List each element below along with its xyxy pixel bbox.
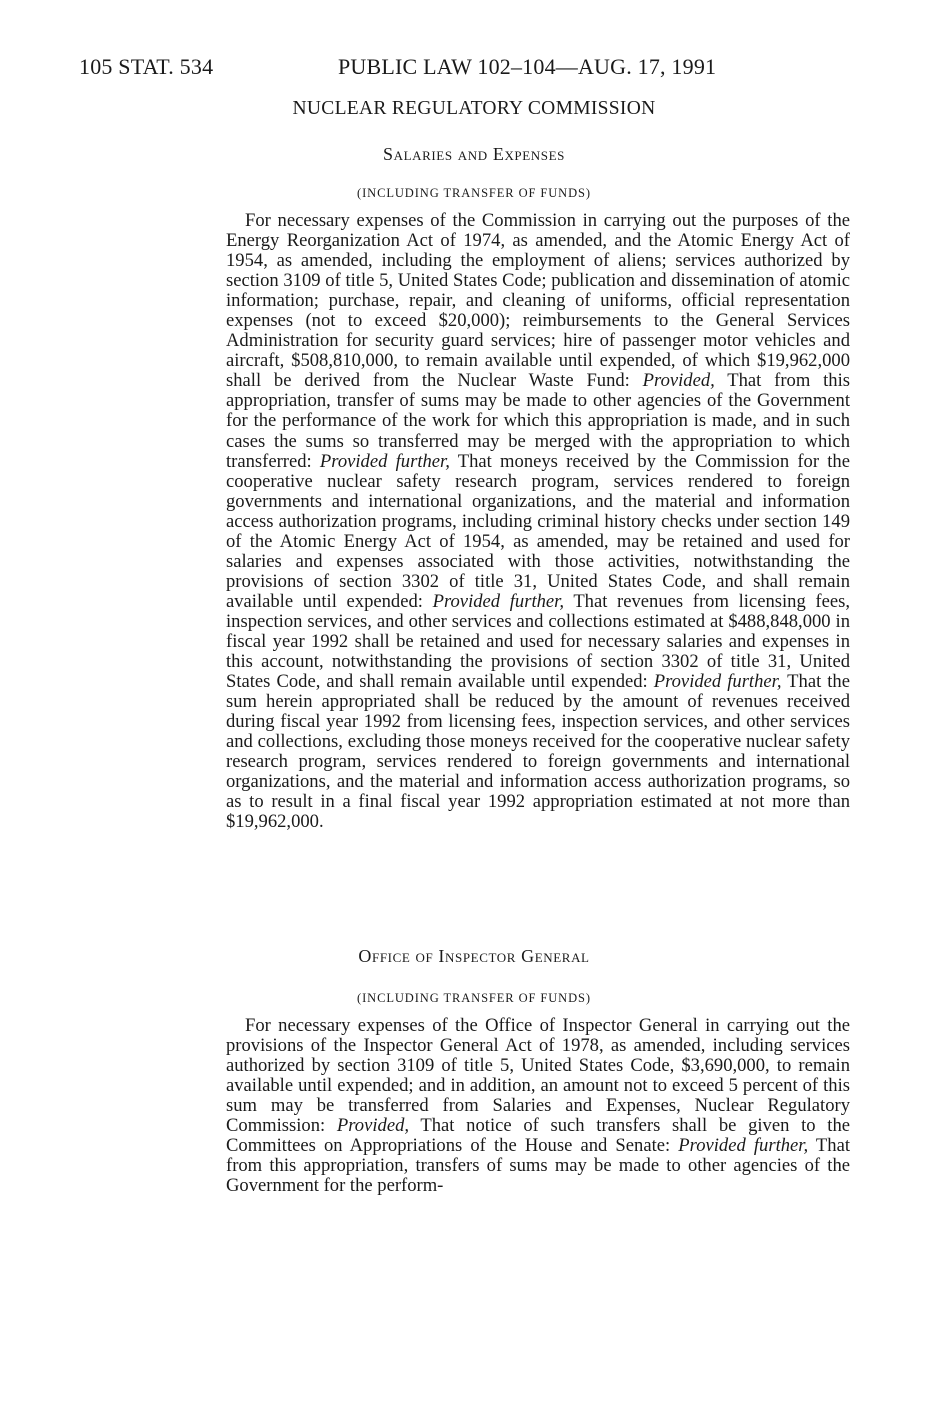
italic-provision: Provided further, [432, 590, 564, 612]
paragraph-salaries [226, 211, 850, 832]
italic-provision: Provided further, [678, 1135, 809, 1157]
page-number: 105 STAT. 534 [79, 54, 214, 79]
italic-provision: Provided further, [653, 671, 782, 693]
italic-provision: Provided, [642, 370, 715, 392]
agency-heading: NUCLEAR REGULATORY COMMISSION [292, 98, 656, 119]
italic-provision: Provided further, [319, 450, 450, 472]
section-heading-inspector-general: Office of Inspector General [358, 946, 590, 966]
section-subheading-inspector-general: (INCLUDING TRANSFER OF FUNDS) [357, 991, 591, 1005]
running-header [0, 54, 948, 84]
text-run: For necessary expenses of the Commission in carrying out the purposes of the Energy Reorganization Act of 1974, as amended, and the Atomic Energy Act of 1954, as amended, including the employment of aliens; services authorized by section 3109 of title 5, United States Code; publication and dissemination of atomic information; purchase, repair, and cleaning of uniforms, official representation expenses (not to exceed $20,000); reimbursements to the General Services Administration for security guard services; hire of passenger motor vehicles and aircraft, $508,810,000, to remain available until expended, of which $19,962,000 shall be derived from the Nuclear Waste Fund: [226, 210, 850, 392]
law-citation: PUBLIC LAW 102–104—AUG. 17, 1991 [338, 54, 717, 79]
paragraph-inspector-general [226, 1016, 850, 1196]
section-subheading-salaries: (INCLUDING TRANSFER OF FUNDS) [357, 186, 591, 200]
text-run: That the sum herein appropriated shall be reduced by the amount of revenues received during fiscal year 1992 from licensing fees, inspection services, and other services and collections, excluding those moneys received for the cooperative nuclear safety research program, services rendered to foreign governments and international organizations, and the material and information access authorization programs, so as to result in a final fiscal year 1992 appropriation estimated at not more than $19,962,000. [226, 671, 850, 833]
text-run: For necessary expenses of the Office of Inspector General in carrying out the provisions of the Inspector General Act of 1978, as amended, including services authorized by section 3109 of title 5, United States Code, $3,690,000, to remain available until expended; and in addition, an amount not to exceed 5 percent of this sum may be transferred from Salaries and Expenses, Nuclear Regulatory Commission: [226, 1015, 850, 1137]
text-run: That moneys received by the Commission for the cooperative nuclear safety research program, services rendered to foreign governments and international organizations, and the material and information access authorization programs, including criminal history checks under section 149 of the Atomic Energy Act of 1954, as amended, may be retained and used for salaries and expenses associated with those activities, notwithstanding the provisions of section 3302 of title 31, United States Code, and shall remain available until expended: [226, 450, 850, 612]
section-heading-salaries: Salaries and Expenses [382, 144, 565, 164]
text-run: That notice of such transfers shall be given to the Committees on Appropriations of the House and Senate: [226, 1115, 850, 1157]
text-run: That from this appropriation, transfers of sums may be made to other agencies of the Government for the perform- [226, 1135, 850, 1197]
text-run: That from this appropriation, transfer of sums may be made to other agencies of the Government for the performance of the work for which this appropriation is made, and in such cases the sums so transferred may be merged with the appropriation to which transferred: [226, 370, 850, 472]
text-run: That revenues from licensing fees, inspection services, and other services and collections estimated at $488,848,000 in fiscal year 1992 shall be retained and used for necessary salaries and expenses in this account, notwithstanding the provisions of section 3302 of title 31, United States Code, and shall remain available until expended: [226, 590, 850, 693]
italic-provision: Provided, [336, 1115, 410, 1137]
